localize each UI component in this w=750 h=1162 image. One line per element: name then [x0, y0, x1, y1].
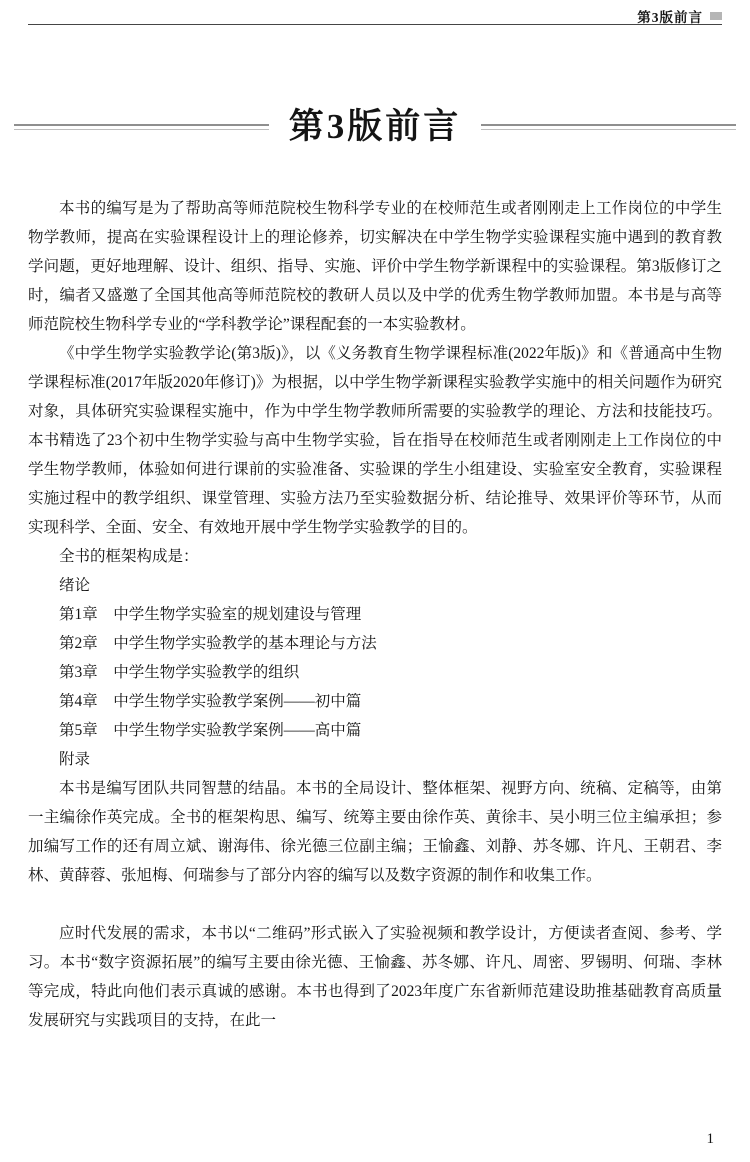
page-footer: [707, 1131, 715, 1148]
framework-intro: 全书的框架构成是：: [59, 548, 199, 565]
title-decor-line-right: [481, 124, 736, 130]
chapter-item-4: 第4章 中学生物学实验教学案例——初中篇: [59, 693, 362, 710]
chapter-item-1: 第1章 中学生物学实验室的规划建设与管理: [59, 606, 362, 623]
chapter-item-3: 第3章 中学生物学实验教学的组织: [59, 664, 300, 681]
title-decor-line-left: [14, 124, 269, 130]
header-rule: [28, 24, 722, 25]
preface-body: [28, 194, 722, 1035]
page-number: 1: [706, 1131, 714, 1147]
title-block: [14, 106, 736, 148]
chapter-item-appendix: 附录: [59, 751, 91, 768]
header-square-marker: [710, 12, 722, 20]
chapter-item-5: 第5章 中学生物学实验教学案例——高中篇: [59, 722, 362, 739]
paragraph-standards: 《中学生物学实验教学论(第3版)》，以《义务教育生物学课程标准(2022年版)》和《普通高中生物学课程标准(2017年版2020年修订)》为根据，以中学生物学新课程实验教学实施中的相关问题作为研究对象，具体研究实验课程实施中，作为中学生物学教师所需要的实验教学的理论、方法和技能技巧。本书精选了23个初中生物学实验与高中生物学实验，旨在指导在校师范生或者刚刚走上工作岗位的中学生物学教师，体验如何进行课前的实验准备、实验课的学生小组建设、实验室安全教育，实验课程实施过程中的教学组织、课堂管理、实验方法乃至实验数据分析、结论推导、效果评价等环节，从而实现科学、全面、安全、有效地开展中学生物学实验教学的目的。: [28, 345, 722, 536]
paragraph-team: 本书是编写团队共同智慧的结晶。本书的全局设计、整体框架、视野方向、统稿、定稿等，由第一主编徐作英完成。全书的框架构思、编写、统筹主要由徐作英、黄徐丰、吴小明三位主编承担；参加编写工作的还有周立斌、谢海伟、徐光德三位副主编；王愉鑫、刘静、苏冬娜、许凡、王朝君、李林、黄薛蓉、张旭梅、何瑞参与了部分内容的编写以及数字资源的制作和收集工作。: [28, 780, 722, 884]
chapter-item-intro: 绪论: [59, 577, 91, 594]
paragraph-intro: 本书的编写是为了帮助高等师范院校生物科学专业的在校师范生或者刚刚走上工作岗位的中学生物学教师，提高在实验课程设计上的理论修养，切实解决在中学生物学实验课程实施中遇到的教育教学问题，更好地理解、设计、组织、指导、实施、评价中学生物学新课程中的实验课程。第3版修订之时，编者又盛邀了全国其他高等师范院校的教研人员以及中学的优秀生物学教师加盟。本书是与高等师范院校生物科学专业的“学科教学论”课程配套的一本实验教材。: [28, 200, 722, 333]
chapter-list: [28, 571, 722, 774]
chapter-item-2: 第2章 中学生物学实验教学的基本理论与方法: [59, 635, 377, 652]
paragraph-digital-resources: 应时代发展的需求，本书以“二维码”形式嵌入了实验视频和教学设计，方便读者查阅、参考、学习。本书“数字资源拓展”的编写主要由徐光德、王愉鑫、苏冬娜、许凡、周密、罗锡明、何瑞、李林等完成，特此向他们表示真诚的感谢。本书也得到了2023年度广东省新师范建设助推基础教育高质量发展研究与实践项目的支持，在此一: [28, 925, 722, 1029]
running-head-title: 第3版前言: [637, 10, 703, 25]
page-title: 第3版前言: [288, 107, 462, 146]
running-head: [637, 6, 722, 26]
